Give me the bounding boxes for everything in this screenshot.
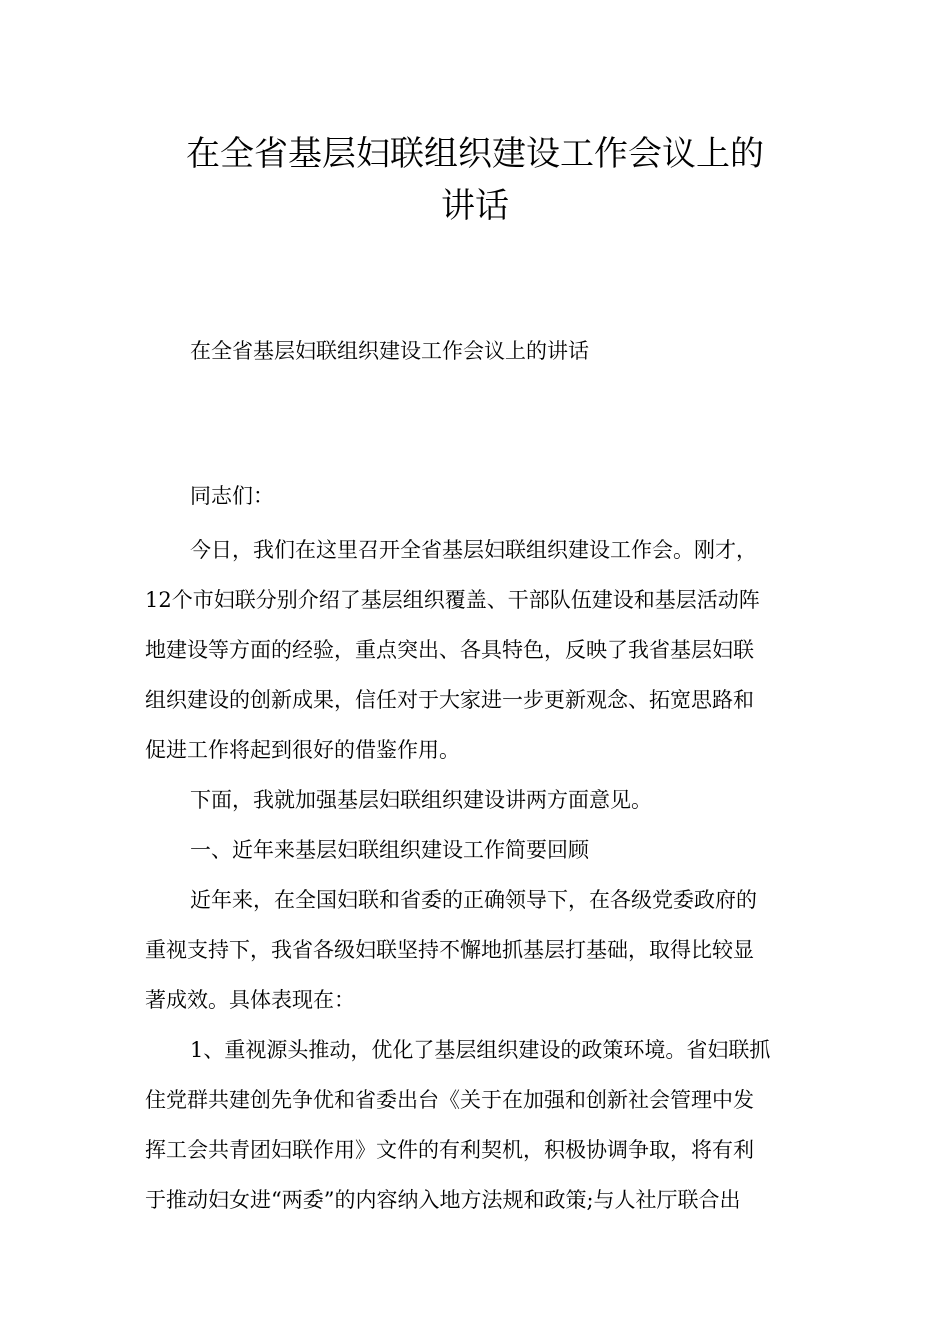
paragraph-line: 今日，我们在这里召开全省基层妇联组织建设工作会。刚才， bbox=[190, 538, 757, 562]
paragraph-line: 挥工会共青团妇联作用》文件的有利契机，积极协调争取，将有利 bbox=[145, 1138, 754, 1162]
paragraph-line: 近年来，在全国妇联和省委的正确领导下，在各级党委政府的 bbox=[190, 888, 757, 912]
paragraph-line: 1、重视源头推动，优化了基层组织建设的政策环境。省妇联抓 bbox=[190, 1038, 771, 1062]
document-title-line-1: 在全省基层妇联组织建设工作会议上的 bbox=[186, 134, 764, 174]
paragraph-line: 地建设等方面的经验，重点突出、各具特色，反映了我省基层妇联 bbox=[145, 638, 754, 662]
paragraph-line: 下面，我就加强基层妇联组织建设讲两方面意见。 bbox=[190, 788, 652, 812]
document-title-line-2: 讲话 bbox=[441, 186, 509, 226]
paragraph-line: 著成效。具体表现在： bbox=[145, 988, 355, 1012]
section-heading: 一、近年来基层妇联组织建设工作简要回顾 bbox=[190, 838, 589, 862]
paragraph-line: 重视支持下，我省各级妇联坚持不懈地抓基层打基础，取得比较显 bbox=[145, 938, 754, 962]
greeting: 同志们： bbox=[190, 484, 274, 508]
paragraph-line: 于推动妇女进“两委”的内容纳入地方法规和政策;与人社厅联合出 bbox=[145, 1188, 741, 1212]
paragraph-line: 住党群共建创先争优和省委出台《关于在加强和创新社会管理中发 bbox=[145, 1088, 754, 1112]
paragraph-line: 组织建设的创新成果，信任对于大家进一步更新观念、拓宽思路和 bbox=[145, 688, 754, 712]
document-subtitle: 在全省基层妇联组织建设工作会议上的讲话 bbox=[190, 339, 589, 363]
paragraph-line: 促进工作将起到很好的借鉴作用。 bbox=[145, 738, 460, 762]
paragraph-line: 12个市妇联分别介绍了基层组织覆盖、干部队伍建设和基层活动阵 bbox=[145, 588, 760, 612]
